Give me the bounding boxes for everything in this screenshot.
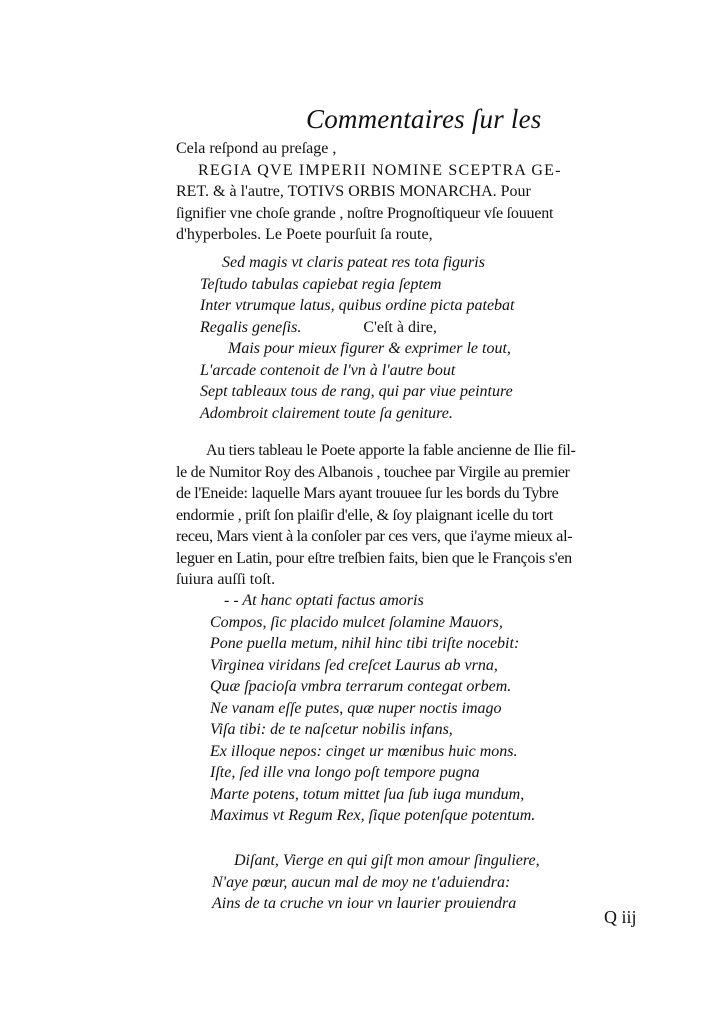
prose-paragraph-1 — [176, 138, 626, 246]
prose-line: receu, Mars vient à la conſoler par ces vers, que i'ayme mieux al- — [176, 528, 573, 545]
verse-block-1 — [200, 252, 514, 424]
verse-line: Ains de ta cruche vn iour vn laurier prouiendra — [212, 895, 517, 912]
prose-line: ſignifier vne choſe grande , noſtre Prognoſtiqueur vſe ſouuent — [176, 204, 554, 222]
verse-line: Ex illoque nepos: cinget ur mœnibus huic mons. — [210, 742, 518, 760]
verse-line: Ne vanam eſſe putes, quæ nuper noctis imago — [210, 699, 502, 717]
verse-line: Sept tableaux tous de rang, qui par viue peinture — [200, 383, 513, 400]
cest-a-dire: C'eſt à dire, — [363, 318, 437, 336]
prose-line: RET. & à l'autre, TOTIVS ORBIS MONARCHA. Pour — [176, 183, 531, 200]
verse-line: Inter vtrumque latus, quibus ordine picta patebat — [200, 297, 515, 314]
running-head: Commentaires ſur les — [306, 104, 542, 134]
prose-paragraph-2 — [176, 440, 626, 591]
verse-line: Diſant, Vierge en qui giſt mon amour ſinguliere, — [234, 852, 540, 869]
verse-line — [200, 317, 514, 339]
verse-line: N'aye pœur, aucun mal de moy ne t'aduiendra: — [212, 873, 511, 891]
verse-line: Virginea viridans ſed creſcet Laurus ab vrna, — [210, 656, 498, 674]
verse-line: Quæ ſpacioſa vmbra terrarum contegat orbem. — [210, 678, 512, 695]
verse-line: Sed magis vt claris pateat res tota figuris — [222, 254, 485, 271]
verse-line: Maximus vt Regum Rex, ſique potenſque potentum. — [210, 807, 536, 824]
verse-block-2 — [210, 590, 535, 827]
prose-line: de l'Eneide: laquelle Mars ayant trouuee ſur les bords du Tybre — [176, 485, 559, 502]
verse-block-3 — [212, 850, 540, 915]
verse-line: Compos, ſic placido mulcet ſolamine Mauors, — [210, 613, 503, 631]
prose-line: d'hyperboles. Le Poete pourſuit ſa route, — [176, 226, 433, 243]
verse-fragment: Regalis geneſis. — [200, 318, 302, 336]
prose-line: Cela reſpond au preſage , — [176, 140, 337, 157]
verse-line: Viſa tibi: de te naſcetur nobilis infans, — [210, 721, 453, 738]
prose-line: Au tiers tableau le Poete apporte la fable ancienne de Ilie fil- — [206, 442, 576, 459]
prose-line: ſuiura auſſi toſt. — [176, 571, 276, 588]
verse-line: L'arcade contenoit de l'vn à l'autre bout — [200, 361, 456, 379]
verse-line: Teſtudo tabulas capiebat regia ſeptem — [200, 275, 442, 293]
prose-line: endormie , priſt ſon plaiſir d'elle, & ſoy plaignant icelle du tort — [176, 506, 553, 524]
verse-line: Pone puella metum, nihil hinc tibi triſte nocebit: — [210, 635, 520, 652]
signature-mark: Q iij — [604, 907, 637, 927]
prose-line: le de Numitor Roy des Albanois , touchee par Virgile au premier — [176, 463, 570, 481]
verse-line: - - At hanc optati factus amoris — [224, 592, 424, 609]
verse-line: Mais pour mieux figurer & exprimer le tout, — [228, 340, 511, 357]
verse-line: Adombroit clairement toute ſa geniture. — [200, 404, 453, 422]
verse-line: Iſte, ſed ille vna longo poſt tempore pugna — [210, 764, 480, 781]
prose-line: REGIA QVE IMPERII NOMINE SCEPTRA GE- — [198, 161, 562, 179]
verse-line: Marte potens, totum mittet ſua ſub iuga mundum, — [210, 785, 525, 803]
prose-line: leguer en Latin, pour eſtre treſbien faits, bien que le François s'en — [176, 549, 572, 567]
